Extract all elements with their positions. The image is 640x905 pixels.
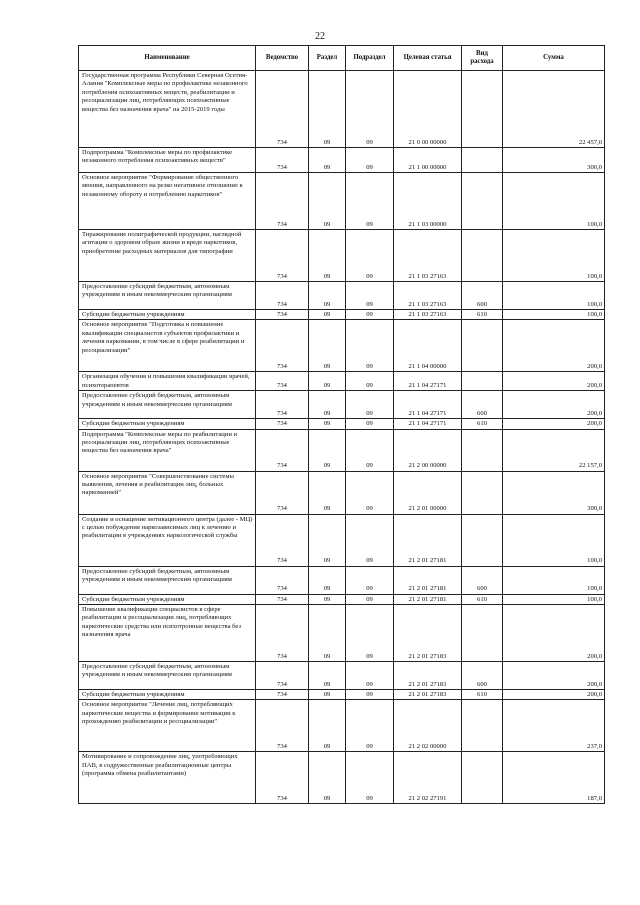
header-sum: Сумма — [503, 46, 605, 71]
row-section: 09 — [309, 429, 346, 471]
row-section: 09 — [309, 282, 346, 310]
header-section: Раздел — [309, 46, 346, 71]
row-section: 09 — [309, 566, 346, 594]
row-target-item: 21 1 03 27163 — [394, 230, 462, 282]
row-department: 734 — [256, 282, 309, 310]
table-row — [79, 566, 605, 594]
row-subsection: 09 — [346, 148, 394, 173]
table-row — [79, 419, 605, 429]
row-expense-type: 600 — [462, 282, 503, 310]
row-name: Основное мероприятие "Формирование общественного мнения, направленного на резко негативное отношение к незаконному обороту и потреблению наркотиков" — [79, 173, 256, 230]
row-target-item: 21 2 01 27183 — [394, 662, 462, 690]
header-subsection: Подраздел — [346, 46, 394, 71]
row-section: 09 — [309, 700, 346, 752]
row-subsection: 09 — [346, 662, 394, 690]
row-section: 09 — [309, 71, 346, 148]
table-row — [79, 372, 605, 391]
row-department: 734 — [256, 605, 309, 662]
budget-table — [78, 45, 605, 804]
row-target-item: 21 1 03 27163 — [394, 282, 462, 310]
row-department: 734 — [256, 690, 309, 700]
row-subsection: 09 — [346, 173, 394, 230]
row-department: 734 — [256, 566, 309, 594]
row-target-item: 21 1 03 27163 — [394, 310, 462, 320]
row-subsection: 09 — [346, 429, 394, 471]
row-subsection: 09 — [346, 320, 394, 372]
row-expense-type: 610 — [462, 594, 503, 604]
row-target-item: 21 2 01 00000 — [394, 471, 462, 514]
row-subsection: 09 — [346, 690, 394, 700]
row-name: Мотивирование и сопровождение лиц, употребляющих ПАВ, в содружественные реабилитационные центры (программа обмена реабилитантами) — [79, 752, 256, 804]
row-sum: 22 457,0 — [503, 71, 605, 148]
row-target-item: 21 2 01 27181 — [394, 514, 462, 566]
row-section: 09 — [309, 690, 346, 700]
row-target-item: 21 1 00 00000 — [394, 148, 462, 173]
row-sum: 100,0 — [503, 310, 605, 320]
row-name: Основное мероприятие "Лечение лиц, потребляющих наркотические вещества и формирование мотивации к прохождению реабилитации и ресоциализации" — [79, 700, 256, 752]
row-department: 734 — [256, 514, 309, 566]
row-subsection: 09 — [346, 514, 394, 566]
row-subsection: 09 — [346, 605, 394, 662]
row-sum: 200,0 — [503, 419, 605, 429]
row-section: 09 — [309, 148, 346, 173]
row-department: 734 — [256, 173, 309, 230]
table-row — [79, 71, 605, 148]
row-subsection: 09 — [346, 372, 394, 391]
row-department: 734 — [256, 700, 309, 752]
row-sum: 187,0 — [503, 752, 605, 804]
row-expense-type: 600 — [462, 566, 503, 594]
table-row — [79, 282, 605, 310]
row-expense-type — [462, 605, 503, 662]
table-row — [79, 310, 605, 320]
row-sum: 100,0 — [503, 282, 605, 310]
row-expense-type — [462, 372, 503, 391]
row-department: 734 — [256, 372, 309, 391]
row-section: 09 — [309, 662, 346, 690]
row-sum: 200,0 — [503, 690, 605, 700]
row-expense-type — [462, 514, 503, 566]
row-subsection: 09 — [346, 594, 394, 604]
table-row — [79, 690, 605, 700]
row-subsection: 09 — [346, 471, 394, 514]
row-section: 09 — [309, 471, 346, 514]
row-target-item: 21 2 01 27183 — [394, 690, 462, 700]
row-sum: 300,0 — [503, 471, 605, 514]
row-target-item: 21 2 01 27181 — [394, 594, 462, 604]
row-department: 734 — [256, 71, 309, 148]
row-department: 734 — [256, 148, 309, 173]
row-name: Подпрограмма "Комплексные меры по профилактике незаконного потребления психоактивных веществ" — [79, 148, 256, 173]
row-name: Субсидии бюджетным учреждениям — [79, 419, 256, 429]
row-name: Основное мероприятие "Подготовка и повышение квалификации специалистов субъектов профилактики и лечения наркомании, в том числе в сфере реабилитации и ресоциализации" — [79, 320, 256, 372]
row-section: 09 — [309, 320, 346, 372]
header-target-item: Целевая статья — [394, 46, 462, 71]
row-subsection: 09 — [346, 566, 394, 594]
row-section: 09 — [309, 310, 346, 320]
row-name: Предоставление субсидий бюджетным, автономным учреждениям и иным некоммерческим организациям — [79, 662, 256, 690]
page-number: 22 — [315, 31, 325, 42]
row-section: 09 — [309, 605, 346, 662]
row-subsection: 09 — [346, 752, 394, 804]
row-section: 09 — [309, 419, 346, 429]
row-target-item: 21 1 04 27171 — [394, 372, 462, 391]
row-section: 09 — [309, 372, 346, 391]
row-sum: 300,0 — [503, 148, 605, 173]
row-subsection: 09 — [346, 700, 394, 752]
table-row — [79, 173, 605, 230]
row-target-item: 21 1 04 27171 — [394, 391, 462, 419]
table-row — [79, 391, 605, 419]
row-name: Предоставление субсидий бюджетным, автономным учреждениям и иным некоммерческим организациям — [79, 566, 256, 594]
row-sum: 100,0 — [503, 594, 605, 604]
row-expense-type — [462, 752, 503, 804]
table-row — [79, 752, 605, 804]
row-subsection: 09 — [346, 71, 394, 148]
row-section: 09 — [309, 514, 346, 566]
row-name: Основное мероприятие "Совершенствование системы выявления, лечения и реабилитации лиц, больных наркоманией" — [79, 471, 256, 514]
row-sum: 22 157,0 — [503, 429, 605, 471]
row-expense-type — [462, 429, 503, 471]
row-expense-type — [462, 230, 503, 282]
row-subsection: 09 — [346, 230, 394, 282]
row-name: Субсидии бюджетным учреждениям — [79, 310, 256, 320]
row-department: 734 — [256, 429, 309, 471]
row-expense-type — [462, 71, 503, 148]
row-expense-type: 600 — [462, 662, 503, 690]
row-target-item: 21 1 03 00000 — [394, 173, 462, 230]
row-sum: 200,0 — [503, 662, 605, 690]
row-target-item: 21 1 04 27171 — [394, 419, 462, 429]
row-expense-type — [462, 148, 503, 173]
row-sum: 100,0 — [503, 514, 605, 566]
row-target-item: 21 1 04 00000 — [394, 320, 462, 372]
row-subsection: 09 — [346, 391, 394, 419]
row-subsection: 09 — [346, 282, 394, 310]
row-target-item: 21 2 01 27183 — [394, 605, 462, 662]
table-row — [79, 471, 605, 514]
row-department: 734 — [256, 594, 309, 604]
row-name: Подпрограмма "Комплексные меры по реабилитации и ресоциализации лиц, потребляющих психоактивные вещества без назначения врача" — [79, 429, 256, 471]
row-sum: 100,0 — [503, 230, 605, 282]
row-name: Государственная программа Республики Северная Осетия-Алания "Комплексные меры по профилактике незаконного потребления психоактивных веществ, реабилитации и ресоциализации лиц, потребляющих психоактивные вещества без назначения врача" на 2015-2019 годы — [79, 71, 256, 148]
row-expense-type: 610 — [462, 690, 503, 700]
row-subsection: 09 — [346, 310, 394, 320]
header-expense-type: Вид расхода — [462, 46, 503, 71]
row-section: 09 — [309, 391, 346, 419]
row-section: 09 — [309, 173, 346, 230]
row-sum: 200,0 — [503, 391, 605, 419]
row-department: 734 — [256, 419, 309, 429]
row-sum: 200,0 — [503, 372, 605, 391]
row-expense-type — [462, 471, 503, 514]
header-department: Ведомство — [256, 46, 309, 71]
row-name: Организация обучения и повышения квалификации врачей, психотерапевтов — [79, 372, 256, 391]
row-target-item: 21 2 00 00000 — [394, 429, 462, 471]
table-header-row — [79, 46, 605, 71]
table-row — [79, 514, 605, 566]
table-row — [79, 700, 605, 752]
row-section: 09 — [309, 752, 346, 804]
row-sum: 200,0 — [503, 320, 605, 372]
row-department: 734 — [256, 320, 309, 372]
row-department: 734 — [256, 310, 309, 320]
row-target-item: 21 0 00 00000 — [394, 71, 462, 148]
row-department: 734 — [256, 230, 309, 282]
row-section: 09 — [309, 594, 346, 604]
row-name: Тиражирование полиграфической продукции, наглядной агитации о здоровом образе жизни и вреде наркотиков, приобретение расходных материалов для типографии — [79, 230, 256, 282]
row-expense-type: 600 — [462, 391, 503, 419]
row-department: 734 — [256, 662, 309, 690]
table-row — [79, 594, 605, 604]
row-department: 734 — [256, 391, 309, 419]
row-name: Предоставление субсидий бюджетным, автономным учреждениям и иным некоммерческим организациям — [79, 391, 256, 419]
table-row — [79, 662, 605, 690]
row-expense-type — [462, 320, 503, 372]
row-target-item: 21 2 02 27191 — [394, 752, 462, 804]
row-name: Повышение квалификации специалистов в сфере реабилитации и ресоциализации лиц, потребляющих наркотические средства или психотропные вещества без назначения врача — [79, 605, 256, 662]
row-expense-type — [462, 173, 503, 230]
table-row — [79, 429, 605, 471]
row-expense-type — [462, 700, 503, 752]
table-row — [79, 320, 605, 372]
row-sum: 100,0 — [503, 566, 605, 594]
row-target-item: 21 2 02 00000 — [394, 700, 462, 752]
row-name: Создание и оснащение мотивационного центра (далее - МЦ) с целью побуждения наркозависимых лиц к лечению и реабилитации в учреждениях наркологической службы — [79, 514, 256, 566]
row-sum: 237,0 — [503, 700, 605, 752]
row-target-item: 21 2 01 27181 — [394, 566, 462, 594]
row-sum: 200,0 — [503, 605, 605, 662]
table-body — [79, 71, 605, 804]
row-name: Субсидии бюджетным учреждениям — [79, 690, 256, 700]
row-name: Предоставление субсидий бюджетным, автономным учреждениям и иным некоммерческим организациям — [79, 282, 256, 310]
row-name: Субсидии бюджетным учреждениям — [79, 594, 256, 604]
row-expense-type: 610 — [462, 419, 503, 429]
row-section: 09 — [309, 230, 346, 282]
header-name: Наименование — [79, 46, 256, 71]
row-sum: 100,0 — [503, 173, 605, 230]
table-row — [79, 230, 605, 282]
table-row — [79, 148, 605, 173]
row-expense-type: 610 — [462, 310, 503, 320]
row-subsection: 09 — [346, 419, 394, 429]
table-row — [79, 605, 605, 662]
row-department: 734 — [256, 752, 309, 804]
row-department: 734 — [256, 471, 309, 514]
